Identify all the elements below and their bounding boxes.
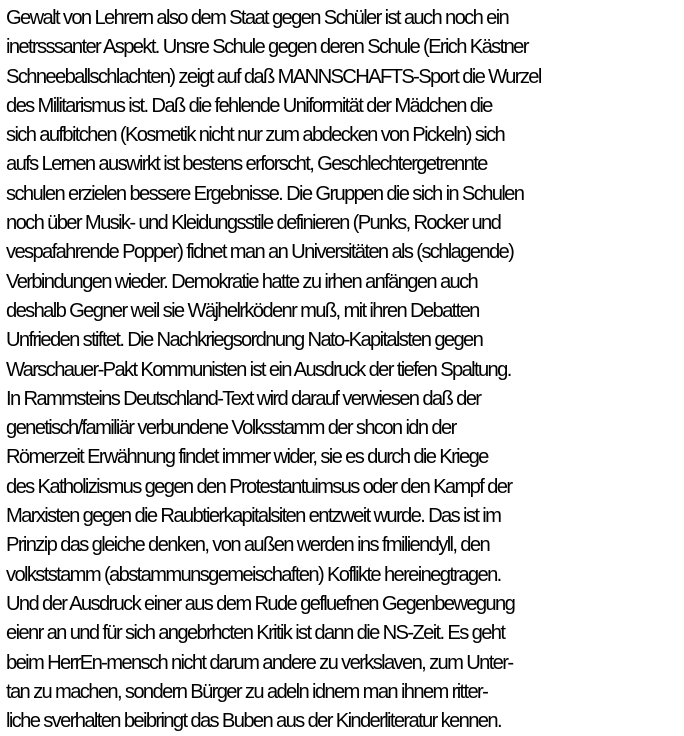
text-line: In Rammsteins Deutschland-Text wird darauf verwiesen daß der — [6, 387, 481, 410]
text-line: liche sverhalten beibringt das Buben aus der Kinderliteratur kennen. — [6, 710, 501, 733]
text-line: inetrsssanter Aspekt. Unsre Schule gegen deren Schule (Erich Kästner — [6, 36, 528, 59]
text-line: volkststamm (abstammunsgemeischaften) Koflikte hereinegtragen. — [6, 563, 501, 586]
text-line: des Militarismus ist. Daß die fehlende Uniformität der Mädchen die — [6, 94, 492, 117]
text-line: Und der Ausdruck einer aus dem Rude gefluefnen Gegenbewegung — [6, 592, 515, 615]
text-line: Gewalt von Lehrern also dem Staat gegen Schüler ist auch noch ein — [6, 7, 509, 29]
text-line: Verbindungen wieder. Demokratie hatte zu irhen anfängen auch — [6, 270, 478, 293]
text-line: noch über Musik- und Kleidungsstile definieren (Punks, Rocker und — [6, 212, 501, 235]
text-line: Unfrieden stiftet. Die Nachkriegsordnung Nato-Kapitalsten gegen — [6, 329, 483, 352]
text-line: genetisch/familiär verbundene Volksstamm der shcon idn der — [6, 417, 456, 440]
text-line: sich aufbitchen (Kosmetik nicht nur zum abdecken von Pickeln) sich — [6, 124, 505, 147]
text-line: eienr an und für sich angebrhcten Kritik ist dann die NS-Zeit. Es geht — [6, 622, 505, 645]
text-line: Warschauer-Pakt Kommunisten ist ein Ausdruck der tiefen Spaltung. — [6, 358, 511, 381]
text-line: vespafahrende Popper) fidnet man an Universitäten als (schlagende) — [6, 241, 514, 264]
text-line: Prinzip das gleiche denken, von außen werden ins fmiliendyll, den — [6, 534, 490, 557]
text-line: aufs Lernen auswirkt ist bestens erforscht, Geschlechtergetrennte — [6, 153, 487, 176]
text-line: beim HerrEn-mensch nicht darum andere zu verkslaven, zum Unter- — [6, 651, 513, 674]
text-line: Schneeballschlachten) zeigt auf daß MANNSCHAFTS-Sport die Wurzel — [6, 65, 541, 88]
text-line: deshalb Gegner weil sie Wäjhelrködenr muß, mit ihren Debatten — [6, 299, 479, 322]
text-line: Römerzeit Erwähnung findet immer wider, sie es durch die Kriege — [6, 446, 488, 469]
text-line: Marxisten gegen die Raubtierkapitalsiten entzweit wurde. Das ist im — [6, 505, 501, 528]
body-text — [6, 4, 684, 736]
text-line: des Katholizismus gegen den Protestantuimsus oder den Kampf der — [6, 475, 512, 498]
text-line: schulen erzielen bessere Ergebnisse. Die Gruppen die sich in Schulen — [6, 182, 524, 205]
text-line: tan zu machen, sondern Bürger zu adeln idnem man ihnem ritter- — [6, 680, 488, 703]
